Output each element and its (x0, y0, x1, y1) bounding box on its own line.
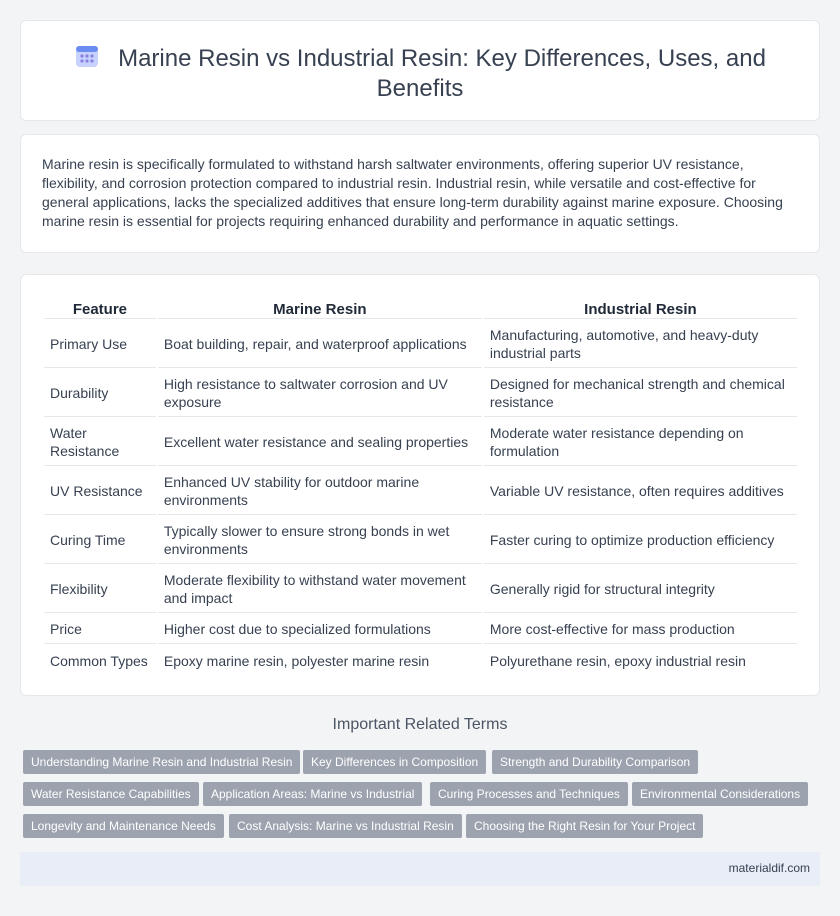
industrial-cell: Manufacturing, automotive, and heavy-duty industrial parts (484, 321, 797, 368)
related-term-tag[interactable]: Longevity and Maintenance Needs (23, 814, 224, 838)
table-row (44, 419, 797, 466)
industrial-cell: Polyurethane resin, epoxy industrial resin (489, 652, 746, 669)
industrial-cell: Variable UV resistance, often requires additives (484, 468, 797, 515)
page-title-text: Marine Resin vs Industrial Resin: Key Differences, Uses, and Benefits (118, 45, 766, 102)
calendar-icon (74, 43, 100, 69)
industrial-cell: Generally rigid for structural integrity (484, 566, 797, 613)
related-term-tag[interactable]: Environmental Considerations (632, 782, 808, 806)
related-term-tag[interactable]: Choosing the Right Resin for Your Project (466, 814, 703, 838)
related-term-tag[interactable]: Curing Processes and Techniques (430, 782, 628, 806)
industrial-cell: Moderate water resistance depending on formulation (484, 419, 797, 466)
related-terms-heading: Important Related Terms (332, 716, 508, 733)
related-term-tag[interactable]: Water Resistance Capabilities (23, 782, 199, 806)
related-term-tag[interactable]: Understanding Marine Resin and Industrial Resin (23, 750, 300, 774)
feature-cell: Price (44, 615, 156, 644)
related-term-tag[interactable]: Key Differences in Composition (303, 750, 486, 774)
table-row (44, 615, 797, 644)
table-row (44, 468, 797, 515)
table-row (44, 321, 797, 368)
industrial-cell: More cost-effective for mass production (484, 615, 797, 644)
footer-site-link[interactable]: materialdif.com (728, 861, 810, 875)
related-term-tag[interactable]: Cost Analysis: Marine vs Industrial Resin (229, 814, 462, 838)
table-row (44, 646, 797, 675)
page-title (21, 43, 819, 104)
feature-cell: Water Resistance (44, 419, 156, 466)
table-row (44, 517, 797, 564)
footer (20, 852, 820, 886)
marine-cell: Excellent water resistance and sealing properties (158, 419, 482, 466)
comparison-table (42, 295, 799, 677)
industrial-cell: Faster curing to optimize production efficiency (484, 517, 797, 564)
header-marine-resin: Marine Resin (158, 297, 482, 319)
intro-paragraph: Marine resin is specifically formulated to withstand harsh saltwater environments, offering superior UV resistance, flexibility, and corrosion protection compared to industrial resin. Industrial resin, while versatile and cost-effective for general applications, lacks the specialized additives that ensure long-term durability against marine exposure. Choosing marine resin is essential for projects requiring enhanced durability and performance in aquatic settings. (42, 156, 783, 229)
marine-cell: Typically slower to ensure strong bonds in wet environments (158, 517, 482, 564)
industrial-cell: Designed for mechanical strength and chemical resistance (484, 370, 797, 417)
feature-cell: Common Types (50, 652, 148, 669)
feature-cell: Curing Time (44, 517, 156, 564)
intro-card (20, 134, 820, 253)
related-term-tag[interactable]: Strength and Durability Comparison (492, 750, 698, 774)
header-industrial-resin: Industrial Resin (484, 297, 797, 319)
table-header-row (44, 297, 797, 319)
header-card (20, 20, 820, 121)
marine-cell: Moderate flexibility to withstand water movement and impact (158, 566, 482, 613)
header-feature: Feature (44, 297, 156, 319)
table-row (44, 370, 797, 417)
comparison-card (20, 274, 820, 696)
related-term-tag[interactable]: Application Areas: Marine vs Industrial (203, 782, 422, 806)
feature-cell: UV Resistance (44, 468, 156, 515)
marine-cell: High resistance to saltwater corrosion and UV exposure (158, 370, 482, 417)
table-row (44, 566, 797, 613)
feature-cell: Flexibility (44, 566, 156, 613)
marine-cell: Epoxy marine resin, polyester marine resin (163, 652, 430, 669)
marine-cell: Higher cost due to specialized formulations (158, 615, 482, 644)
feature-cell: Primary Use (44, 321, 156, 368)
marine-cell: Boat building, repair, and waterproof applications (158, 321, 482, 368)
feature-cell: Durability (44, 370, 156, 417)
marine-cell: Enhanced UV stability for outdoor marine environments (158, 468, 482, 515)
